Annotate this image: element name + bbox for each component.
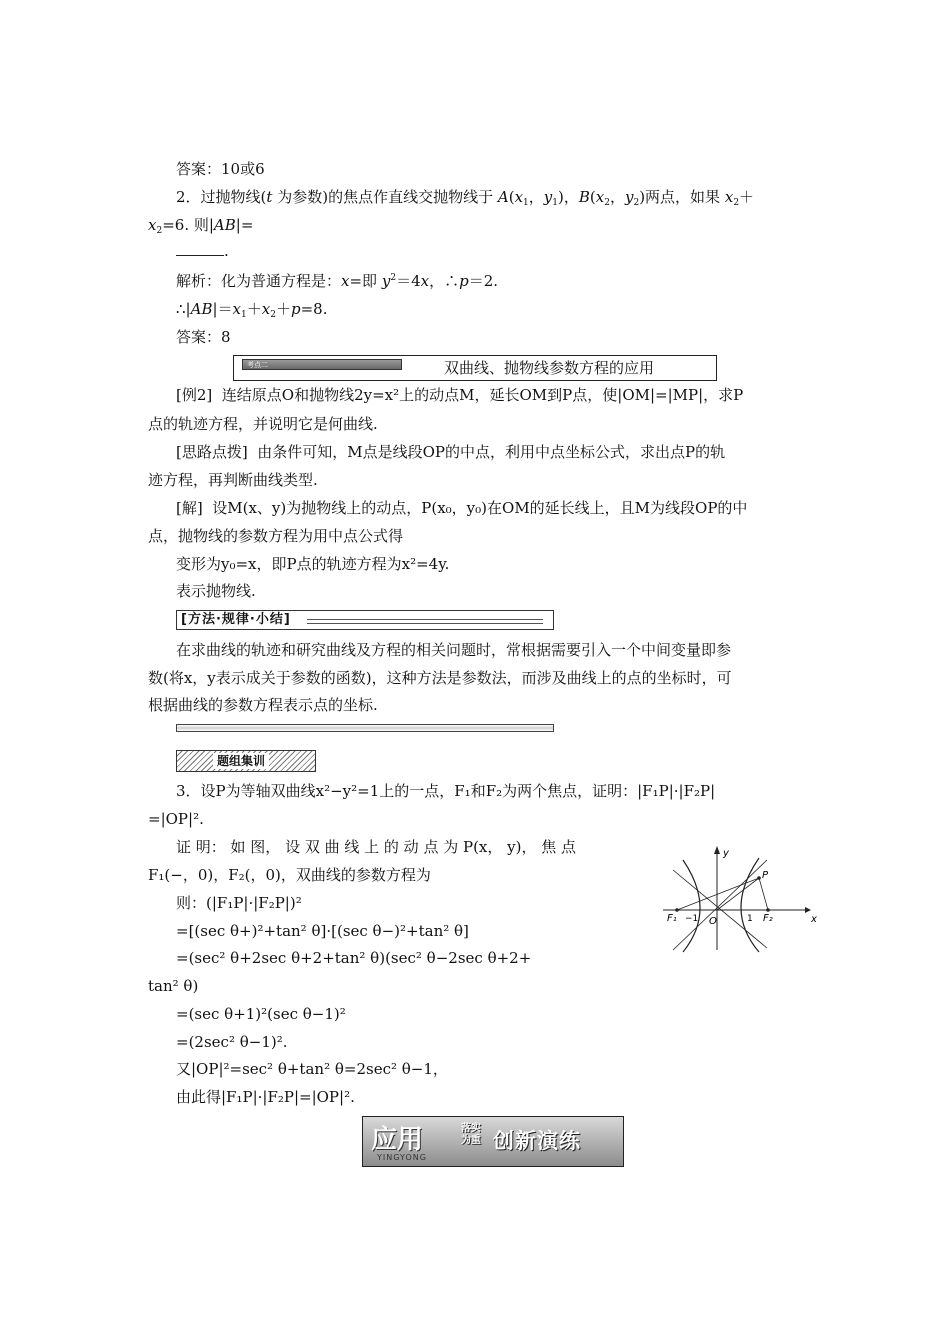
proof-step-2: =[(sec θ+)²+tan² θ]·[(sec θ−)²+tan² θ] (176, 922, 469, 940)
method-title: [方法·规律·小结] (181, 612, 291, 627)
analysis-text: =即 (349, 272, 378, 290)
topic-tag: 考点二 (242, 359, 402, 370)
f2-label: F₂ (763, 913, 773, 924)
solution-line-4: 表示抛物线. (176, 582, 256, 600)
method-rule (307, 619, 543, 624)
method-footer-bar (176, 724, 554, 732)
example-label: [例2] (176, 386, 213, 404)
proof-conclusion: 由此得|F₁P|·|F₂P|=|OP|². (176, 1088, 355, 1106)
q2-mid: 为参数)的焦点作直线交抛物线于 (277, 188, 494, 206)
y-axis-arrow (714, 846, 720, 854)
x-axis-arrow (805, 907, 811, 913)
analysis-result: =8. (300, 300, 328, 318)
q2-eq: = (240, 216, 254, 234)
proof-line-1: 证 明： 如 图， 设 双 曲 线 上 的 动 点 为 P(x， y)， 焦 点 (176, 838, 577, 856)
analysis-label: 解析：化为普通方程是： (176, 272, 342, 290)
question-3-line-1: 3．设P为等轴双曲线x²−y²=1上的一点，F₁和F₂为两个焦点，证明：|F₁P|·|F₂P| (176, 782, 716, 800)
proof-step-3: =(sec² θ+2sec θ+2+tan² θ)(sec² θ−2sec θ+2+ (176, 949, 532, 967)
method-paragraph-2: 数(将x，y表示成关于参数的函数)，这种方法是参数法，而涉及曲线上的点的坐标时，可 (148, 669, 732, 687)
minus-one-label: −1 (685, 914, 699, 924)
question-2-line-2: $x_2=6$. 则|AB|= (148, 216, 254, 236)
question-2-line-1: 2．过抛物线(t 为参数)的焦点作直线交抛物线于 $A(x_1$，$y_1$)，$B(x_2$，$y_2$)两点，如果 $x_2+$ (176, 188, 755, 208)
banner-small-text: 落实 为重 (461, 1123, 481, 1146)
example-2-line-2: 点的轨迹方程，并说明它是何曲线. (148, 415, 378, 433)
example-text: 连结原点O和抛物线2y=x²上的动点M，延长OM到P点，使|OM|=|MP|，求P (221, 386, 744, 404)
solution-label: [解] (176, 499, 203, 517)
answer-blank: . (176, 240, 229, 262)
q2-line2: =6. 则 (162, 216, 209, 234)
origin-label: O (709, 916, 717, 927)
segment-f2p (759, 878, 768, 910)
banner-main-text: 应用 (371, 1125, 424, 1155)
f1-label: F₁ (667, 913, 677, 924)
analysis-line-2: $\therefore|AB|=x_1+x_2+p=8$. (176, 300, 328, 320)
proof-step-7: 又|OP|²=sec² θ+tan² θ=2sec² θ−1， (176, 1060, 448, 1078)
topic-title: 双曲线、抛物线参数方程的应用 (444, 359, 655, 377)
solution-line-3: 变形为y₀=x，即P点的轨迹方程为x²=4y. (176, 555, 450, 573)
proof-step-5: =(sec θ+1)²(sec θ−1)² (176, 1005, 346, 1023)
topic-heading (233, 355, 717, 381)
proof-step-4: tan² θ) (148, 977, 199, 995)
banner-sub-text: YINGYONG (377, 1153, 427, 1162)
one-label: 1 (747, 914, 753, 924)
proof-step-6: =(2sec² θ−1)². (176, 1033, 288, 1051)
section-banner (362, 1116, 624, 1167)
hyperbola-figure (655, 840, 820, 955)
segment-op (717, 878, 759, 910)
solution-text: 设M(x、y)为抛物线上的动点，P(x₀，y₀)在OM的延长线上，且M为线段OP的中 (212, 499, 748, 517)
p-label: P (762, 870, 769, 881)
answer-1: 答案：10或6 (176, 160, 265, 178)
solution-line-2: 点，抛物线的参数方程为用中点公式得 (148, 527, 404, 545)
group-heading (176, 750, 316, 772)
answer-2: 答案：8 (176, 328, 231, 346)
focus-f1-dot (675, 908, 679, 912)
focus-f2-dot (766, 908, 770, 912)
q2-label: 2．过抛物线( (176, 188, 267, 206)
group-title: 题组集训 (213, 753, 269, 769)
analysis-line-1: 解析：化为普通方程是：x=即 $y^2=4x$，∴p＝2. (176, 272, 499, 290)
point-p-dot (757, 876, 761, 880)
question-3-line-2: =|OP|². (148, 810, 204, 828)
method-header (176, 610, 554, 630)
right-branch (741, 858, 759, 952)
method-paragraph-3: 根据曲线的参数方程表示点的坐标. (148, 696, 378, 714)
method-paragraph-1: 在求曲线的轨迹和研究曲线及方程的相关问题时，常根据需要引入一个中间变量即参 (176, 641, 732, 659)
proof-step-1: 则：(|F₁P|·|F₂P|)² (176, 894, 302, 912)
banner-right-text: 创新演练 (493, 1129, 581, 1153)
proof-line-2: F₁(−，0)，F₂(，0)，双曲线的参数方程为 (148, 866, 431, 884)
x-label: x (811, 914, 817, 925)
solution-line-1 (176, 497, 747, 519)
hint-label: [思路点拨] (176, 443, 248, 461)
hint-line-2: 迹方程，再判断曲线类型. (148, 471, 318, 489)
hint-text: 由条件可知，M点是线段OP的中点，利用中点坐标公式，求出点P的轨 (257, 443, 726, 461)
example-2-line-1 (176, 384, 743, 406)
y-label: y (723, 848, 729, 859)
hint-line-1 (176, 441, 725, 463)
analysis-so: ∴ (176, 300, 186, 318)
segment-f1p (677, 878, 759, 910)
q2-tail: 两点，如果 (645, 188, 721, 206)
